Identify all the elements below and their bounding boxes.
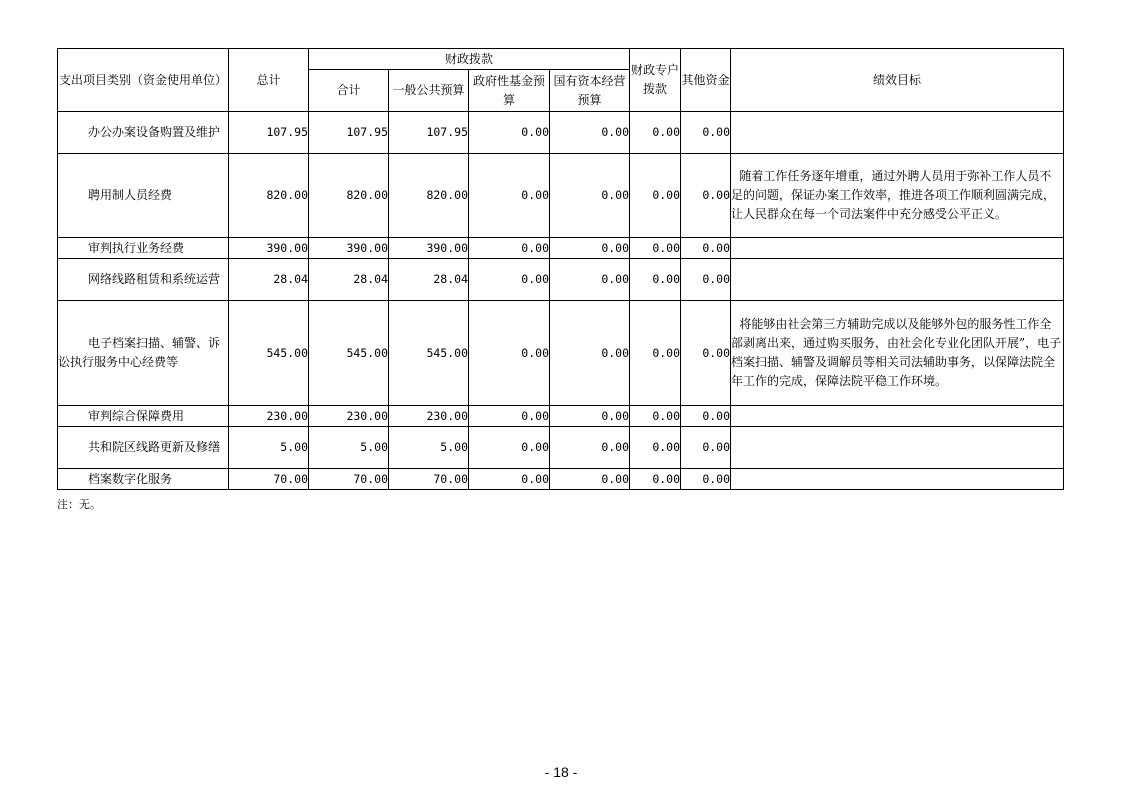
- row-goal: [731, 469, 1064, 490]
- row-general-budget: 5.00: [389, 427, 469, 469]
- table-note: 注：无。: [57, 498, 101, 511]
- row-general-budget: 230.00: [389, 406, 469, 427]
- row-goal: [731, 112, 1064, 154]
- row-goal: [731, 427, 1064, 469]
- row-category: 审判综合保障费用: [58, 406, 229, 427]
- row-goal: [731, 259, 1064, 301]
- row-fiscal-special: 0.00: [630, 154, 681, 238]
- header-category: 支出项目类别（资金使用单位）: [58, 49, 229, 112]
- row-other-funds: 0.00: [681, 427, 731, 469]
- row-total: 70.00: [229, 469, 309, 490]
- row-state-capital: 0.00: [550, 112, 630, 154]
- row-total: 545.00: [229, 301, 309, 406]
- row-other-funds: 0.00: [681, 154, 731, 238]
- row-total: 230.00: [229, 406, 309, 427]
- row-other-funds: 0.00: [681, 112, 731, 154]
- table-row: [58, 238, 1064, 259]
- row-fiscal-special: 0.00: [630, 238, 681, 259]
- header-general-budget: 一般公共预算: [389, 70, 469, 112]
- header-total: 总计: [229, 49, 309, 112]
- row-total: 390.00: [229, 238, 309, 259]
- row-general-budget: 70.00: [389, 469, 469, 490]
- row-category: 档案数字化服务: [58, 469, 229, 490]
- row-fiscal-special: 0.00: [630, 301, 681, 406]
- row-goal: 随着工作任务逐年增重，通过外聘人员用于弥补工作人员不足的问题，保证办案工作效率，推进各项工作顺利圆满完成，让人民群众在每一个司法案件中充分感受公平正义。: [731, 154, 1064, 238]
- row-fiscal-subtotal: 230.00: [309, 406, 389, 427]
- budget-table: [57, 48, 1064, 490]
- row-gov-fund: 0.00: [469, 112, 550, 154]
- header-fiscal-subtotal: 合计: [309, 70, 389, 112]
- row-category: 共和院区线路更新及修缮: [58, 427, 229, 469]
- row-state-capital: 0.00: [550, 238, 630, 259]
- row-total: 107.95: [229, 112, 309, 154]
- row-other-funds: 0.00: [681, 238, 731, 259]
- row-gov-fund: 0.00: [469, 301, 550, 406]
- row-other-funds: 0.00: [681, 259, 731, 301]
- row-total: 28.04: [229, 259, 309, 301]
- row-general-budget: 107.95: [389, 112, 469, 154]
- table-row: [58, 259, 1064, 301]
- row-fiscal-special: 0.00: [630, 427, 681, 469]
- row-fiscal-subtotal: 820.00: [309, 154, 389, 238]
- row-fiscal-subtotal: 545.00: [309, 301, 389, 406]
- row-category: 审判执行业务经费: [58, 238, 229, 259]
- page-number: - 18 -: [544, 764, 578, 780]
- row-fiscal-subtotal: 70.00: [309, 469, 389, 490]
- row-fiscal-special: 0.00: [630, 406, 681, 427]
- row-goal: [731, 238, 1064, 259]
- table-row: [58, 469, 1064, 490]
- table-row: [58, 301, 1064, 406]
- row-general-budget: 545.00: [389, 301, 469, 406]
- header-other-funds: 其他资金: [681, 49, 731, 112]
- header-goal: 绩效目标: [731, 49, 1064, 112]
- row-gov-fund: 0.00: [469, 469, 550, 490]
- row-general-budget: 28.04: [389, 259, 469, 301]
- row-fiscal-special: 0.00: [630, 259, 681, 301]
- row-other-funds: 0.00: [681, 469, 731, 490]
- row-category: 电子档案扫描、辅警、诉讼执行服务中心经费等: [58, 301, 229, 406]
- row-state-capital: 0.00: [550, 301, 630, 406]
- row-state-capital: 0.00: [550, 259, 630, 301]
- row-gov-fund: 0.00: [469, 259, 550, 301]
- header-fiscal-special: 财政专户拨款: [630, 49, 681, 112]
- table-row: [58, 112, 1064, 154]
- row-state-capital: 0.00: [550, 427, 630, 469]
- row-gov-fund: 0.00: [469, 154, 550, 238]
- header-fiscal-group: 财政拨款: [309, 49, 630, 70]
- header-state-capital: 国有资本经营预算: [550, 70, 630, 112]
- row-state-capital: 0.00: [550, 154, 630, 238]
- row-total: 5.00: [229, 427, 309, 469]
- table-row: [58, 406, 1064, 427]
- row-category: 网络线路租赁和系统运营: [58, 259, 229, 301]
- row-other-funds: 0.00: [681, 406, 731, 427]
- row-fiscal-subtotal: 107.95: [309, 112, 389, 154]
- row-fiscal-subtotal: 5.00: [309, 427, 389, 469]
- row-fiscal-subtotal: 28.04: [309, 259, 389, 301]
- table-row: [58, 154, 1064, 238]
- row-fiscal-subtotal: 390.00: [309, 238, 389, 259]
- row-fiscal-special: 0.00: [630, 112, 681, 154]
- row-gov-fund: 0.00: [469, 427, 550, 469]
- row-state-capital: 0.00: [550, 469, 630, 490]
- row-fiscal-special: 0.00: [630, 469, 681, 490]
- row-gov-fund: 0.00: [469, 406, 550, 427]
- header-gov-fund: 政府性基金预算: [469, 70, 550, 112]
- row-state-capital: 0.00: [550, 406, 630, 427]
- row-goal: 将能够由社会第三方辅助完成以及能够外包的服务性工作全部剥离出来，通过购买服务，由社会化专业化团队开展”，电子档案扫描、辅警及调解员等相关司法辅助事务，以保障法院全年工作的完成，保障法院平稳工作环境。: [731, 301, 1064, 406]
- table-row: [58, 427, 1064, 469]
- row-general-budget: 820.00: [389, 154, 469, 238]
- row-category: 办公办案设备购置及维护: [58, 112, 229, 154]
- row-category: 聘用制人员经费: [58, 154, 229, 238]
- row-total: 820.00: [229, 154, 309, 238]
- row-general-budget: 390.00: [389, 238, 469, 259]
- row-other-funds: 0.00: [681, 301, 731, 406]
- row-gov-fund: 0.00: [469, 238, 550, 259]
- row-goal: [731, 406, 1064, 427]
